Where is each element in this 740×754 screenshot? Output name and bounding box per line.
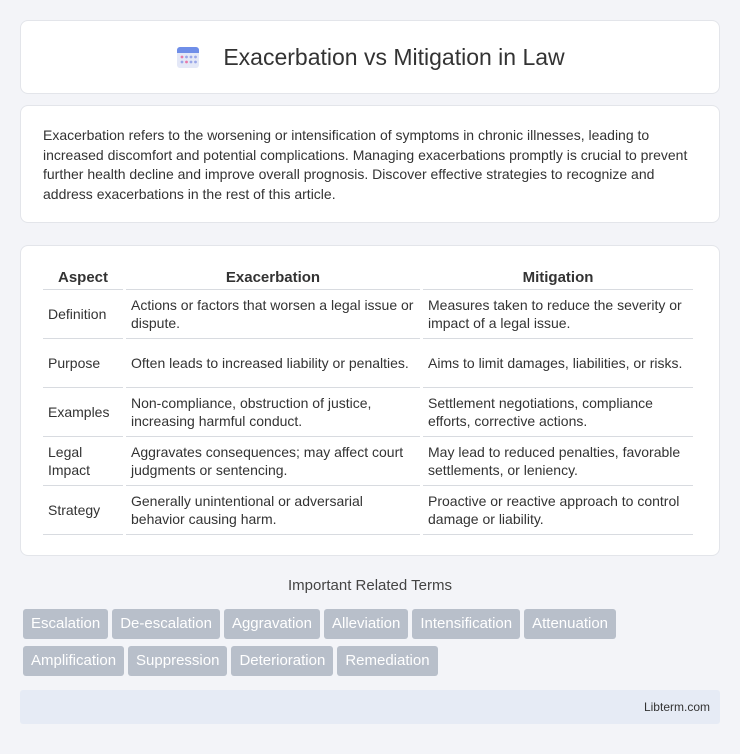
cell-mitigation: Aims to limit damages, liabilities, or risks. — [423, 339, 693, 388]
calendar-icon — [175, 44, 201, 70]
header-card — [20, 20, 720, 94]
cell-aspect: Examples — [43, 388, 123, 437]
cell-exacerbation: Generally unintentional or adversarial behavior causing harm. — [126, 486, 420, 535]
cell-mitigation: Settlement negotiations, compliance efforts, corrective actions. — [423, 388, 693, 437]
cell-exacerbation: Aggravates consequences; may affect court judgments or sentencing. — [126, 437, 420, 486]
table-row — [43, 290, 693, 339]
header-aspect: Aspect — [43, 266, 123, 290]
cell-mitigation: Measures taken to reduce the severity or impact of a legal issue. — [423, 290, 693, 339]
cell-aspect: Legal Impact — [43, 437, 123, 486]
cell-aspect: Strategy — [43, 486, 123, 535]
comparison-table — [40, 266, 696, 535]
table-row — [43, 339, 693, 388]
intro-card — [20, 105, 720, 223]
table-row — [43, 437, 693, 486]
cell-aspect: Purpose — [43, 339, 123, 388]
header-mitigation: Mitigation — [423, 266, 693, 290]
tag-intensification[interactable]: Intensification — [412, 609, 520, 639]
cell-exacerbation: Non-compliance, obstruction of justice, increasing harmful conduct. — [126, 388, 420, 437]
cell-mitigation: Proactive or reactive approach to control damage or liability. — [423, 486, 693, 535]
related-terms-title: Important Related Terms — [288, 577, 452, 594]
tag-escalation[interactable]: Escalation — [23, 609, 108, 639]
header-exacerbation: Exacerbation — [126, 266, 420, 290]
tag-alleviation[interactable]: Alleviation — [324, 609, 408, 639]
comparison-card — [20, 245, 720, 556]
footer-site-link[interactable]: Libterm.com — [643, 700, 710, 714]
cell-mitigation: May lead to reduced penalties, favorable settlements, or leniency. — [423, 437, 693, 486]
tag-suppression[interactable]: Suppression — [128, 646, 227, 676]
table-row — [43, 388, 693, 437]
cell-exacerbation: Actions or factors that worsen a legal issue or dispute. — [126, 290, 420, 339]
related-terms-list — [23, 609, 723, 683]
table-header-row — [43, 266, 693, 290]
page-title: Exacerbation vs Mitigation in Law — [223, 43, 565, 70]
tag-amplification[interactable]: Amplification — [23, 646, 124, 676]
intro-text: Exacerbation refers to the worsening or intensification of symptoms in chronic illnesses, leading to increased discomfort and potential complications. Managing exacerbations promptly is crucial to prevent further health decline and improve overall prognosis. Discover effective strategies to recognize and address exacerbations in the rest of this article. — [43, 127, 688, 202]
tag-remediation[interactable]: Remediation — [337, 646, 437, 676]
footer — [20, 690, 720, 724]
cell-exacerbation: Often leads to increased liability or penalties. — [126, 339, 420, 388]
cell-aspect: Definition — [43, 290, 123, 339]
tag-aggravation[interactable]: Aggravation — [224, 609, 320, 639]
tag-deterioration[interactable]: Deterioration — [231, 646, 333, 676]
table-row — [43, 486, 693, 535]
tag-de-escalation[interactable]: De-escalation — [112, 609, 220, 639]
tag-attenuation[interactable]: Attenuation — [524, 609, 616, 639]
